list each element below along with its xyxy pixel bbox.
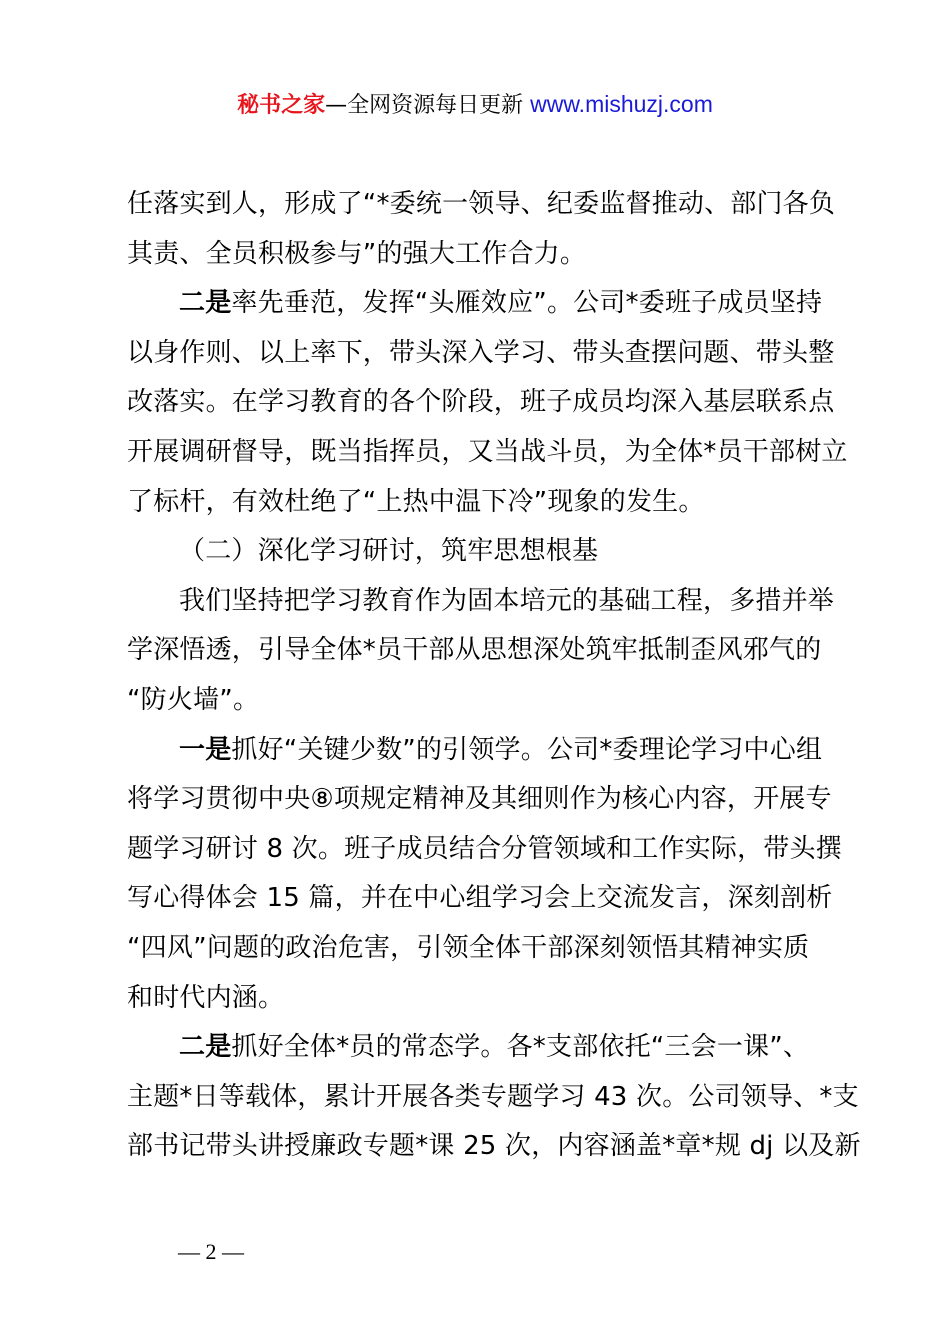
text-fragment: 抓好“关键少数”的引领学。公司*委理论学习中心组: [231, 734, 823, 765]
text-line: 主题*日等载体，累计开展各类专题学习 43 次。公司领导、*支: [127, 1081, 859, 1112]
paragraph-lead-line: [127, 1023, 837, 1073]
text-fragment: 率先垂范，发挥“头雁效应”。公司*委班子成员坚持: [231, 288, 823, 319]
text-line: 题学习研讨 8 次。班子成员结合分管领域和工作实际，带头撰: [127, 833, 842, 864]
lead-phrase: 二是: [179, 1032, 232, 1063]
text-line: 开展调研督导，既当指挥员，又当战斗员，为全体*员干部树立: [127, 436, 848, 467]
text-line: 其责、全员积极参与”的强大工作合力。: [127, 238, 587, 269]
text-line: 任落实到人，形成了“*委统一领导、纪委监督推动、部门各负: [127, 189, 836, 219]
lead-phrase: 二是: [179, 288, 232, 319]
text-line: 学深悟透，引导全体*员干部从思想深处筑牢抵制歪风邪气的: [127, 635, 822, 666]
site-brand: 秘书之家: [237, 93, 326, 118]
text-line: 和时代内涵。: [127, 982, 285, 1013]
site-url-link[interactable]: www.mishuzj.com: [530, 91, 713, 117]
lead-phrase: 一是: [179, 734, 232, 765]
text-line: 我们坚持把学习教育作为固本培元的基础工程，多措并举: [179, 585, 835, 616]
text-line: “防火墙”。: [127, 684, 260, 715]
text-fragment: 抓好全体*员的常态学。各*支部依托“三会一课”、: [231, 1032, 810, 1063]
text-line: “四风”问题的政治危害，引领全体干部深刻领悟其精神实质: [127, 932, 810, 963]
document-body: [127, 180, 861, 1172]
site-slogan: —全网资源每日更新: [325, 93, 531, 118]
text-line: 以身作则、以上率下，带头深入学习、带头查摆问题、带头整: [127, 337, 835, 368]
text-line: 改落实。在学习教育的各个阶段，班子成员均深入基层联系点: [127, 387, 835, 418]
page-number: — 2 —: [178, 1239, 244, 1264]
paragraph-lead-line: [127, 279, 837, 329]
text-line: 了标杆，有效杜绝了“上热中温下冷”现象的发生。: [127, 486, 705, 517]
paragraph-lead-line: [127, 726, 837, 776]
site-header: [0, 88, 950, 122]
text-line: 写心得体会 15 篇，并在中心组学习会上交流发言，深刻剖析: [127, 883, 833, 914]
text-line: 部书记带头讲授廉政专题*课 25 次，内容涵盖*章*规 dj 以及新: [127, 1131, 861, 1162]
text-line: 将学习贯彻中央⑧项规定精神及其细则作为核心内容，开展专: [127, 784, 832, 815]
section-heading: （二）深化学习研讨，筑牢思想根基: [179, 536, 599, 567]
